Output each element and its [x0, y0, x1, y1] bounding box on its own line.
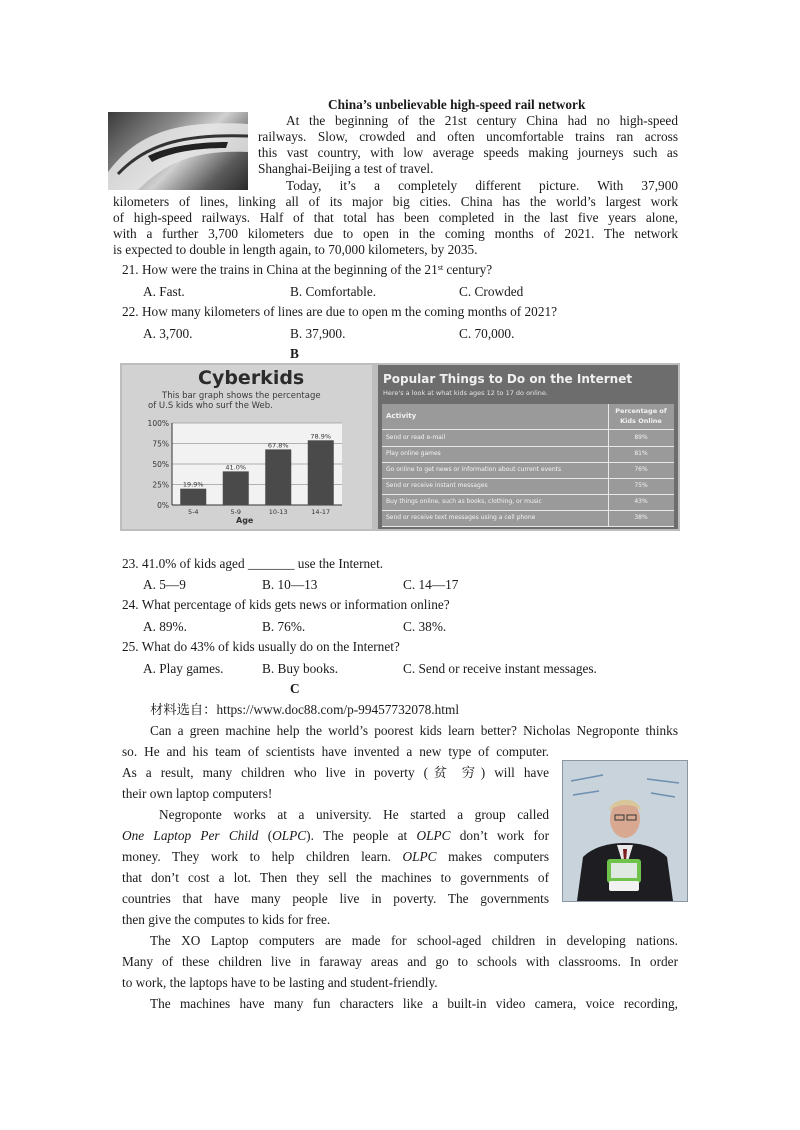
bar [308, 440, 334, 505]
table-row [382, 494, 674, 511]
para-a2-line: Today, it’s a completely different picture. With 37,900 [286, 178, 678, 193]
table-cell-activity: Send or receive text messages using a cell phone [386, 514, 536, 521]
table-row [382, 446, 674, 463]
y-tick-label: 100% [147, 419, 169, 428]
table-row [382, 510, 674, 527]
option-22-a[interactable]: A. 3,700. [143, 326, 193, 341]
article-title: China’s unbelievable high-speed rail network [328, 97, 586, 112]
bullet-train-photo [108, 112, 248, 190]
x-tick-label: 10-13 [268, 508, 288, 516]
popular-things-table [378, 365, 678, 529]
table-row [382, 462, 674, 479]
cyberkids-chart [122, 365, 372, 529]
x-tick-label: 5-9 [230, 508, 242, 516]
bar-chart-svg [122, 365, 372, 529]
table-cell-percent: 76% [634, 466, 648, 473]
y-tick-label: 50% [152, 460, 169, 469]
para-a2-line: of high-speed railways. Half of that total has been completed in the last five years alone, [113, 210, 678, 225]
para-c2-line: that don’t cost a lot. Then they sell the machines to governments of [122, 870, 549, 885]
option-22-b[interactable]: B. 37,900. [290, 326, 346, 341]
para-c2-line: then give the computes to kids for free. [122, 912, 331, 927]
table-cell-activity: Buy things online, such as books, clothing, or music [386, 498, 542, 505]
question-23: 23. 41.0% of kids aged _______ use the Internet. [122, 556, 384, 571]
table-cell-activity: Play online games [386, 450, 441, 457]
option-24-c[interactable]: C. 38%. [403, 619, 447, 634]
para-a2-line: is expected to double in length again, to 70,000 kilometers, by 2035. [113, 242, 478, 257]
table-cell-percent: 43% [634, 498, 648, 505]
table-row [382, 430, 674, 447]
cyberkids-title: Cyberkids [198, 367, 305, 389]
para-c1-line: so. He and his team of scientists have invented a new type of computer. [122, 744, 549, 759]
para-a1-line: this vast country, with low average speeds making journeys such as [258, 145, 678, 160]
x-tick-label: 14-17 [311, 508, 331, 516]
popular-subtitle: Here's a look at what kids ages 12 to 17 do online. [383, 389, 548, 397]
table-cell-percent: 75% [634, 482, 648, 489]
para-c2-line: Negroponte works at a university. He started a group called [159, 807, 549, 822]
header-activity: Activity [386, 412, 417, 420]
para-c4-line: The machines have many fun characters like a built-in video camera, voice recording, [150, 996, 678, 1011]
bar-value-label: 67.8% [267, 441, 289, 450]
table-cell-activity: Go online to get news or information about current events [386, 466, 562, 473]
y-tick-label: 75% [152, 439, 169, 449]
table-body [382, 404, 674, 527]
bar-value-label: 78.9% [310, 432, 332, 441]
table-row [382, 478, 674, 495]
para-c3-line: to work, the laptops have to be lasting and student-friendly. [122, 975, 438, 990]
para-a1-line: At the beginning of the 21st century China had no high-speed [286, 113, 678, 128]
option-25-b[interactable]: B. Buy books. [262, 661, 339, 676]
para-a1-line: railways. Slow, crowded and often uncomfortable trains ran across [258, 129, 678, 144]
question-22: 22. How many kilometers of lines are due to open m the coming months of 2021? [122, 304, 558, 319]
para-c3-line: Many of these children live in faraway areas and go to schools with classrooms. In order [122, 954, 678, 969]
option-25-c[interactable]: C. Send or receive instant messages. [403, 661, 597, 676]
para-a1-line: Shanghai-Beijing a test of travel. [258, 161, 434, 176]
table-cell-percent: 38% [634, 514, 648, 521]
cyberkids-subtitle: of U.S kids who surf the Web. [148, 401, 273, 411]
para-a2-line: kilometers of lines, linking all of its major big cities. China has the world’s largest work [113, 194, 678, 209]
table-header-row [382, 404, 674, 430]
question-25: 25. What do 43% of kids usually do on the Internet? [122, 639, 400, 654]
bar-value-label: 41.0% [225, 463, 247, 472]
bar [265, 449, 291, 505]
section-c-label: C [290, 681, 300, 696]
x-axis-label: Age [236, 516, 254, 525]
bar-value-label: 19.9% [182, 480, 204, 489]
table-cell-percent: 89% [634, 434, 648, 441]
header-percent: Percentage of [615, 407, 667, 415]
section-b-label: B [290, 346, 299, 361]
popular-title: Popular Things to Do on the Internet [383, 372, 633, 386]
cyberkids-subtitle: This bar graph shows the percentage [162, 391, 321, 401]
header-percent: Kids Online [620, 417, 662, 425]
para-c3-line: The XO Laptop computers are made for school-aged children in developing nations. [150, 933, 678, 948]
question-24: 24. What percentage of kids gets news or information online? [122, 597, 450, 612]
y-tick-label: 0% [157, 501, 169, 510]
para-c2-line: money. They work to help children learn. OLPC makes computers [122, 849, 549, 864]
table-cell-activity: Send or read e-mail [386, 434, 446, 441]
para-c2-line: countries that have many people live in poverty. The governments [122, 891, 549, 906]
para-c1-line: Can a green machine help the world’s poorest kids learn better? Nicholas Negroponte thinks [150, 723, 678, 738]
source-link[interactable]: 材料选自：https://www.doc88.com/p-99457732078.html [150, 702, 460, 717]
para-c1-line: their own laptop computers! [122, 786, 273, 801]
option-24-a[interactable]: A. 89%. [143, 619, 187, 634]
option-24-b[interactable]: B. 76%. [262, 619, 306, 634]
table-cell-activity: Send or receive instant messages [386, 482, 488, 489]
option-23-c[interactable]: C. 14—17 [403, 577, 459, 592]
question-21: 21. How were the trains in China at the beginning of the 21st century? [122, 262, 493, 277]
bar [223, 471, 249, 505]
negroponte-photo [562, 760, 688, 902]
bar [180, 489, 206, 505]
option-25-a[interactable]: A. Play games. [143, 661, 224, 676]
para-a2-line: with a further 3,700 kilometers due to open in the coming months of 2021. The network [113, 226, 678, 241]
option-21-a[interactable]: A. Fast. [143, 284, 185, 299]
table-cell-percent: 81% [634, 450, 648, 457]
option-21-b[interactable]: B. Comfortable. [290, 284, 377, 299]
bullet-train-illustration [108, 112, 248, 190]
x-tick-label: 5-4 [187, 508, 199, 516]
para-c2-line: One Laptop Per Child (OLPC). The people at OLPC don’t work for [122, 828, 549, 843]
man-with-laptop-illustration [563, 761, 687, 901]
para-c1-line: As a result, many children who live in poverty (贫 穷) will have [122, 765, 549, 780]
option-23-a[interactable]: A. 5—9 [143, 577, 186, 592]
option-22-c[interactable]: C. 70,000. [459, 326, 515, 341]
option-21-c[interactable]: C. Crowded [459, 284, 524, 299]
y-tick-label: 25% [152, 480, 169, 490]
option-23-b[interactable]: B. 10—13 [262, 577, 318, 592]
